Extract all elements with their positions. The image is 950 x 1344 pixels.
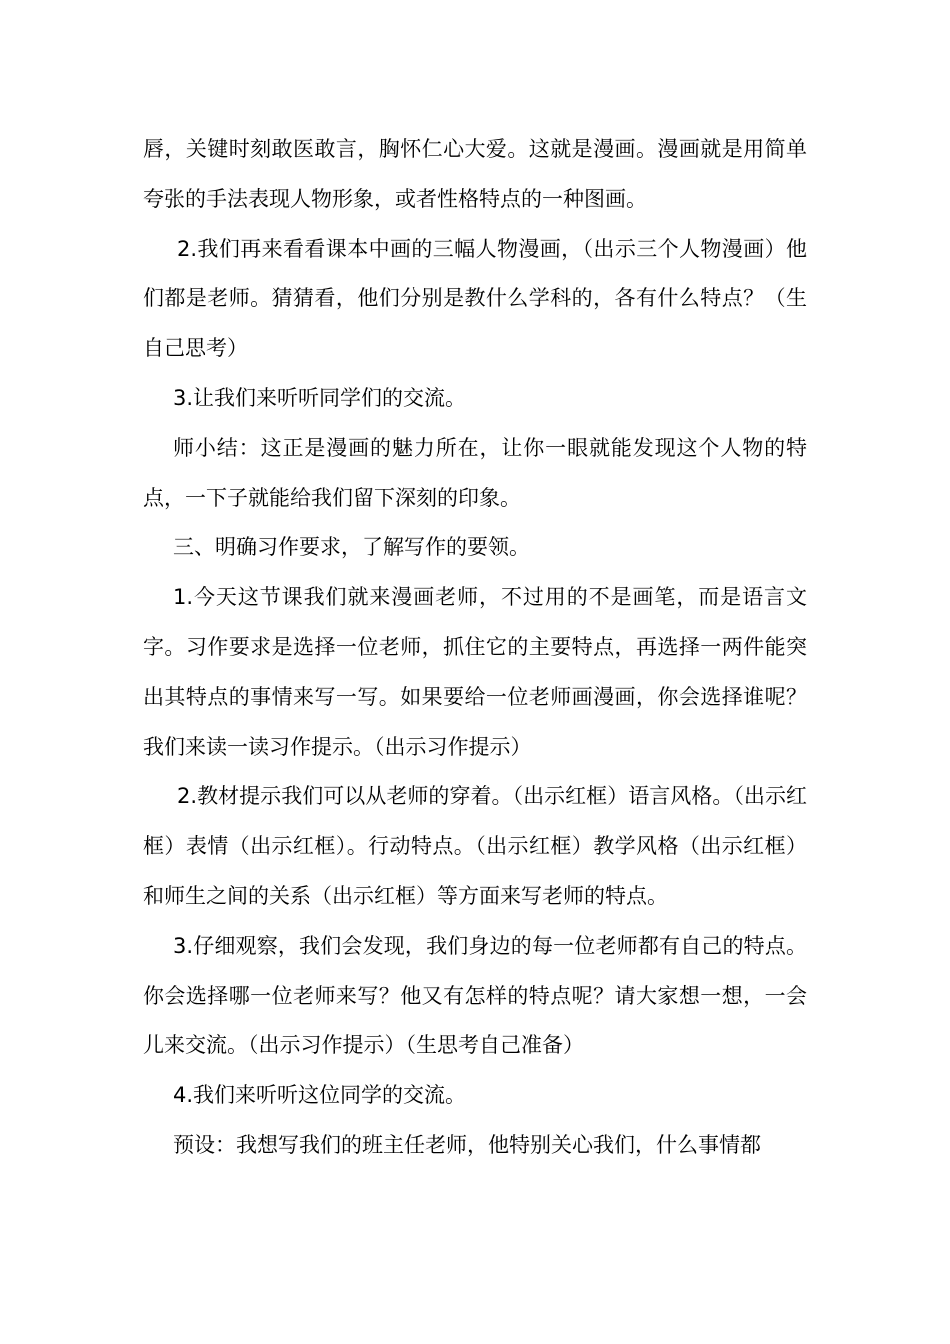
paragraph-10: 预设：我想写我们的班主任老师，他特别关心我们，什么事情都 (173, 1132, 761, 1157)
paragraph-8: 3.仔细观察，我们会发现，我们身边的每一位老师都有自己的特点。你会选择哪一位老师来写？他又有怎样的特点呢？请大家想一想，一会儿来交流。（出示习作提示）（生思考自己准备） (143, 933, 807, 1058)
paragraph-3: 3.让我们来听听同学们的交流。 (173, 385, 467, 410)
section-heading: 三、明确习作要求，了解写作的要领。 (173, 535, 530, 560)
paragraph-4: 师小结：这正是漫画的魅力所在，让你一眼就能发现这个人物的特点，一下子就能给我们留下深刻的印象。 (143, 435, 807, 510)
document-page (143, 125, 807, 1171)
paragraph-7: 2.教材提示我们可以从老师的穿着。（出示红框）语言风格。（出示红框）表情（出示红框）。行动特点。（出示红框）教学风格（出示红框）和师生之间的关系（出示红框）等方面来写老师的特点。 (143, 784, 807, 908)
paragraph-2: 2.我们再来看看课本中画的三幅人物漫画，（出示三个人物漫画）他们都是老师。猜猜看，他们分别是教什么学科的，各有什么特点？（生自己思考） (143, 236, 807, 361)
paragraph-1: 唇，关键时刻敢医敢言，胸怀仁心大爱。这就是漫画。漫画就是用简单夸张的手法表现人物形象，或者性格特点的一种图画。 (143, 137, 807, 211)
paragraph-6: 1.今天这节课我们就来漫画老师，不过用的不是画笔，而是语言文字。习作要求是选择一位老师，抓住它的主要特点，再选择一两件能突出其特点的事情来写一写。如果要给一位老师画漫画，你会选择谁呢？我们来读一读习作提示。（出示习作提示） (143, 585, 807, 759)
paragraph-9: 4.我们来听听这位同学的交流。 (173, 1083, 467, 1108)
